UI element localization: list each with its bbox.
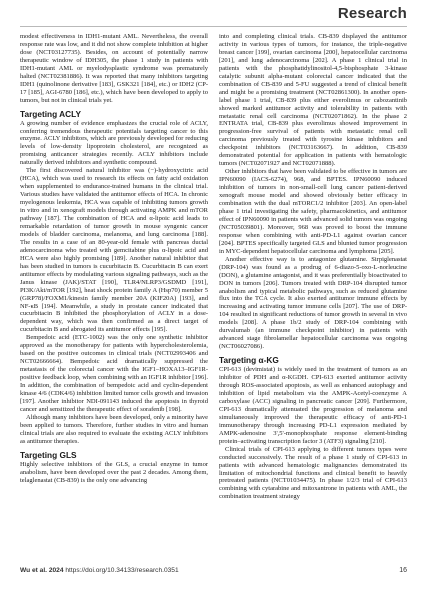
paragraph: A growing number of evidence emphasizes the crucial role of ACLY, conferring tremendous therapeutic potentials targeting cancer to this enzyme. ACLY inhibitors, which are previously developed for reducing levels of low-density lipoprotein cholesterol, are recognized as promising anticancer strategies recently. ACLY inhibitors include naturally derived inhibitors and synthetic compound. bbox=[20, 119, 208, 167]
section-heading-acly: Targeting ACLY bbox=[20, 108, 82, 119]
paragraph: The first discovered natural inhibitor was (−)-hydroxycitric acid (HCA), which was used to research its effects on fatty acid oxidation when supplemented to endurance-trained humans in the clinical trial. Various studies have validated the antitumor effects of HCA. In chronic myelogenous leukemia, HCA was capable of inhibiting tumors growth in vitro and in xenograft models through activating AMPK and mTOR pathway [187]. The combination of HCA and α-lipoic acid leads to remarkable retardation of tumor growth in mouse syngenic cancer models of bladder carcinoma, melanoma, and lung carcinoma [188]. The results in a case of an 80-year-old female with pancreas ductal adenocarcinoma who treated with gemcitabine plus α-lipoic acid and HCA were also highly promising [189]. Another natural inhibitor that has been studied in tumors is cucurbitacin B. Cucurbitacin B can exert antitumor effects by modulating various signaling pathways, such as the Janus kinase (JAK)/STAT [190], TLR4/NLRP3/GSDMD [191], PI3K/Akt/mTOR [192], heat shock protein family A (Hsp70) member 5 (GRP78)/FOXM1/kinesin family member 20A (KIF20A) [193], and NF-κB [194]. Meanwhile, a study in prostate cancer indicated that cucurbitacin B inhibited the phosphorylation of ACLY in a dose-dependent way, which was then confirmed as a direct target of cucurbitacin B and abrogated its antitumor effects [195]. bbox=[20, 167, 208, 334]
paragraph: Highly selective inhibitors of the GLS, a crucial enzyme in tumor anabolism, have been developed over the past 2 decades. Among them, telaglenastat (CB-839) is the only one advancing bbox=[20, 460, 208, 484]
section-heading-gls: Targeting GLS bbox=[20, 449, 77, 460]
section-heading-akg: Targeting α-KG bbox=[219, 355, 279, 366]
paragraph: Bempedoic acid (ETC-1002) was the only one synthetic inhibitor approved as the monotherapy for patients with hypercholesterolemia, based on the positive outcomes in clinical trials (NCT02993406 and NCT02666664). Bempedoic acid dramatically suppressed the metastasis of the colorectal cancer with the IGF1–HOXA13–IGF1R-positive feedback loop, when combining with an IGF1R inhibitor [196]. In addition, the combination of bempedoic acid and cyclin-dependent kinase 4/6 (CDK4/6) inhibition limited tumor cells growth and invasion [197]. Another inhibitor NDI-091143 induced the apoptosis in thyroid cancer and sensitized the therapeutic effect of sorafenib [198]. bbox=[20, 334, 208, 413]
paragraph: Although many inhibitors have been developed, only a minority have been applied to tumors. Therefore, further studies in vitro and human clinical trials are also required to evaluate the existing ACLY inhibitors as antitumor therapies. bbox=[20, 413, 208, 445]
page-number: 16 bbox=[399, 567, 407, 574]
header-rule bbox=[20, 26, 407, 27]
left-column bbox=[20, 33, 208, 555]
footer-author: Wu et al. 2024 bbox=[20, 567, 64, 574]
right-column bbox=[219, 33, 407, 555]
journal-name: Research bbox=[337, 5, 407, 22]
paragraph: Another effective way is to antagonize glutamine. Sirpiglenastat (DRP-104) was found as a prodrug of 6-diazo-5-oxo-L-norleucine (DON), a glutamine antagonist, and it was preferentially bioactivated to DON in tumors [206]. Tumors treated with DRP-104 disrupted tumor anabolism and typical metabolic pathways, such as reduced glutamine flux into the TCA cycle. It also exerted antitumor immune effects by increasing and activating tumor immune cells [207]. The use of DRP-104 resulted in significant reductions of tumor growth in several in vivo models [208]. A phase 1b/2 study of DRP-104 combining with durvalumab (an immune checkpoint inhibitor) in patients with advanced stage fibrolamellar hepatocellular carcinoma was ongoing (NCT06027086). bbox=[219, 255, 407, 351]
page-header bbox=[0, 0, 427, 26]
paragraph: CPI-613 (devimistat) is widely used in the treatment of tumors as an inhibitor of PDH and α-KGDH. CPI-613 exerted antitumor activity through ROS-associated apoptosis, as well as enhanced autophagy and inhibition of lipid metabolism via the AMPK-Acetyl-coenzyme A carboxylase (ACC) signaling in pancreatic cancer [209]. Furthermore, CPI-613 dramatically attenuated the progression of melanoma and simultaneously improved the therapeutic efficacy of anti-PD-1 immunotherapy through increasing PD-L1 expression mediated by AMPK-adenosine 3',5'-monophosphate response element-binding protein–activating transcription factor 3 (ATF3) signaling [210]. bbox=[219, 366, 407, 445]
paragraph: into and completing clinical trials. CB-839 displayed the antitumor activity in various types of tumors, for instance, the triple-negative breast cancer [199], ovarian carcinoma [200], hepatocellular carcinoma [201], and lung adenocarcinoma [202]. A phase 1 clinical trial in patients with the phosphatidylinositol-4,5-bisphosphate 3-kinase catalytic subunit alpha-mutant colorectal cancer indicated that the combination of CB-839 and 5-FU suggested a trend of clinical benefit and might be a promising treatment (NCT02861300). In another open-label phase 1 trial, CB-839 plus either everolimus or cabozantinib showed marked antitumor activity and tolerability in patients with metastatic renal cell carcinoma (NCT02071862). In the phase 2 ENTRATA trial, CB-839 plus everolimus showed improvement in progression-free survival of patients with metastatic renal cell carcinoma previously treated with tyrosine kinase inhibitors and checkpoint inhibitors (NCT03163667). In addition, CB-839 demonstrated potential for application in patients with hematologic tumors (NCT02071927 and NCT02071888). bbox=[219, 33, 407, 168]
paragraph: Clinical trials of CPI-613 applying to different tumors types were conducted successively. The result of a phase 1 study of CPI-613 in patients with advanced hematologic malignancies demonstrated its limitation of mitochondrial functions and clinical benefit to heavily pretreated patients (NCT01034475). In phase 1/2/3 trial of CPI-613 combining with cytarabine and mitoxantrone in patients with AML, the combination treatment strategy bbox=[219, 445, 407, 501]
doi-link[interactable]: https://doi.org/10.34133/research.0351 bbox=[65, 567, 179, 574]
article-body bbox=[20, 33, 407, 555]
paragraph: modest effectiveness in IDH1-mutant AML. Nevertheless, the overall response rate was low, and it did not show complete inhibition at higher dose (NCT03127735). Besides, on account of potentially narrow therapeutic window of IDH305, the phase 1 study in patients with IDH1-mutant AML or myelodysplastic syndrome was prematurely halted (NCT02381886). It was reported that many inhibitors targeting IDH1 (quinolinone derivative [183], GSK321 [184], etc.) or IDH2 (CP-17 [185], AGI-6780 [186], etc.), which have been developed to apply to tumors, but not in clinical trials yet. bbox=[20, 33, 208, 104]
paragraph: Other inhibitors that have been validated to be effective in tumors are IPN60090 (IACS-6274), 968, and BPTES. IPN60090 induced inhibition of tumors in non-small-cell lung cancer patient-derived xenograft mouse model and showed obviously better efficacy in combination with the dual mTORC1/2 inhibitor [203]. An open-label phase 1 trial investigating the safety, pharmacokinetics, and antitumor effect of IPN60090 in patients with advanced solid tumors was ongoing (NCT05039801). Moreover, 968 was proved to boost the immune response when combining with anti-PD-L1 against ovarian cancer [204]. BPTES specifically targeted GLS and blunted tumor progression in MYC-dependent hepatocellular carcinoma and lymphoma [205]. bbox=[219, 168, 407, 255]
footer-citation bbox=[20, 567, 179, 574]
page-footer bbox=[20, 567, 407, 579]
